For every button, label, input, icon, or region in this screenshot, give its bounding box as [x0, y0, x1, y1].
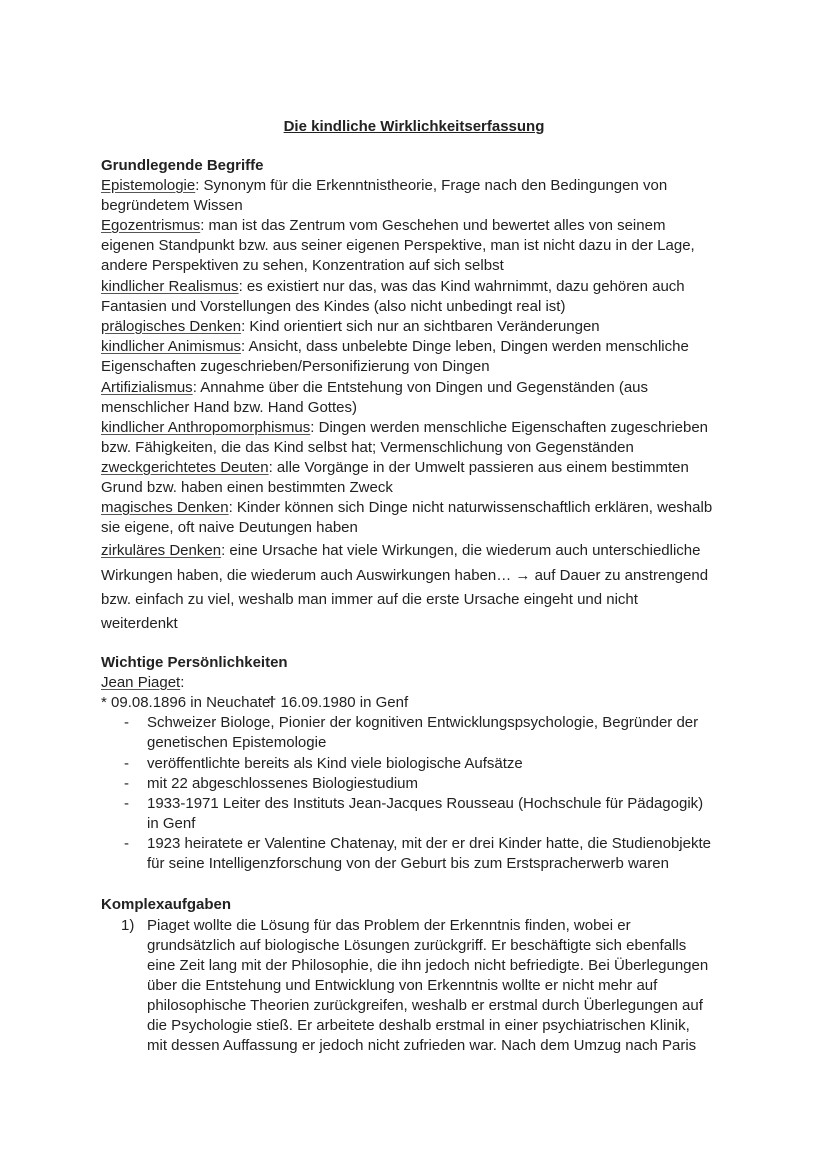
definition-text: : Ansicht, dass unbelebte Dinge leben, Dingen werden menschliche	[241, 338, 689, 355]
item-line: mit dessen Auffassung er jedoch nicht zufrieden war. Nach dem Umzug nach Paris	[147, 1037, 697, 1054]
bullet-marker: -	[124, 714, 129, 731]
definition-term: zweckgerichtetes Deuten	[101, 459, 269, 476]
bullet-marker: -	[124, 755, 129, 772]
definition-line	[101, 458, 689, 478]
person-name-line	[101, 673, 184, 693]
definition-line: Grund bzw. haben einen bestimmten Zweck	[101, 479, 393, 496]
person-name: Jean Piaget	[101, 674, 181, 691]
section-heading-komplexaufgaben: Komplexaufgaben	[101, 896, 232, 913]
definition-line: bzw. einfach zu viel, weshalb man immer auf die erste Ursache eingeht und nicht	[101, 591, 638, 608]
definition-line: andere Perspektiven zu sehen, Konzentration auf sich selbst	[101, 257, 504, 274]
definition-line	[101, 541, 700, 561]
bullet-line: für seine Intelligenzforschung von der Geburt bis zum Erstspracherwerb waren	[147, 855, 669, 872]
item-line: philosophische Theorien zurückgreifen, weshalb er erstmal durch Überlegungen auf	[147, 997, 703, 1014]
definition-line: Eigenschaften zugeschrieben/Personifizierung von Dingen	[101, 358, 490, 375]
definition-line	[101, 418, 708, 438]
definition-text: : es existiert nur das, was das Kind wahrnimmt, dazu gehören auch	[238, 278, 685, 295]
definition-line	[101, 498, 712, 518]
death-date: † 16.09.1980 in Genf	[268, 694, 409, 711]
definition-term: kindlicher Realismus	[101, 278, 239, 295]
definition-line: menschlicher Hand bzw. Hand Gottes)	[101, 399, 357, 416]
definition-line	[101, 378, 648, 398]
definition-text: : Synonym für die Erkenntnistheorie, Frage nach den Bedingungen von	[195, 177, 668, 194]
item-line: eine Zeit lang mit der Philosophie, die ihn jedoch nicht befriedigte. Bei Überlegungen	[147, 957, 709, 974]
bullet-marker: -	[124, 775, 129, 792]
item-line: Piaget wollte die Lösung für das Problem der Erkenntnis finden, wobei er	[147, 917, 631, 934]
item-line: grundsätzlich auf biologische Lösungen zurückgriff. Er beschäftigte sich ebenfalls	[147, 937, 687, 954]
definition-line: weiterdenkt	[101, 615, 178, 632]
definition-text: : alle Vorgänge in der Umwelt passieren aus einem bestimmten	[268, 459, 689, 476]
definition-line	[101, 277, 685, 297]
bullet-line: in Genf	[147, 815, 196, 832]
bullet-marker: -	[124, 835, 129, 852]
definition-line	[101, 317, 600, 337]
definition-line: Wirkungen haben, die wiederum auch Auswirkungen haben… → auf Dauer zu anstrengend	[101, 567, 709, 584]
definition-text: : Kind orientiert sich nur an sichtbaren Veränderungen	[241, 318, 600, 335]
bullet-marker: -	[124, 795, 129, 812]
definition-line: Fantasien und Vorstellungen des Kindes (also nicht unbedingt real ist)	[101, 298, 566, 315]
bullet-line: Schweizer Biologe, Pionier der kognitiven Entwicklungspsychologie, Begründer der	[147, 714, 699, 731]
bullet-line: 1923 heiratete er Valentine Chatenay, mit der er drei Kinder hatte, die Studienobjekte	[147, 835, 711, 852]
birth-date: * 09.08.1896 in Neuchatel	[101, 694, 274, 711]
definition-text: : eine Ursache hat viele Wirkungen, die wiederum auch unterschiedliche	[221, 542, 701, 559]
definition-text: : Dingen werden menschliche Eigenschaften zugeschrieben	[310, 419, 709, 436]
document-title: Die kindliche Wirklichkeitserfassung	[283, 118, 545, 135]
person-suffix: :	[180, 674, 185, 691]
definition-line	[101, 337, 689, 357]
definition-term: Epistemologie	[101, 177, 196, 194]
bullet-line: genetischen Epistemologie	[147, 734, 327, 751]
definition-term: prälogisches Denken	[101, 318, 242, 335]
section-heading-persoenlichkeiten: Wichtige Persönlichkeiten	[101, 654, 288, 671]
definition-line	[101, 216, 665, 236]
definition-text: : man ist das Zentrum vom Geschehen und bewertet alles von seinem	[200, 217, 666, 234]
definition-line	[101, 176, 667, 196]
definition-text: : Kinder können sich Dinge nicht naturwissenschaftlich erklären, weshalb	[228, 499, 713, 516]
definition-term: magisches Denken	[101, 499, 229, 516]
item-number: 1)	[121, 917, 135, 934]
bullet-line: mit 22 abgeschlossenes Biologiestudium	[147, 775, 418, 792]
definition-term: Egozentrismus	[101, 217, 201, 234]
definition-text: : Annahme über die Entstehung von Dingen und Gegenständen (aus	[192, 379, 649, 396]
item-line: die Psychologie stieß. Er arbeitete deshalb erstmal in einer psychiatrischen Klinik,	[147, 1017, 690, 1034]
item-line: über die Entstehung und Entwicklung von Erkenntnis wollte er nicht mehr auf	[147, 977, 658, 994]
definition-line: begründetem Wissen	[101, 197, 243, 214]
definition-line: eigenen Standpunkt bzw. aus seiner eigenen Perspektive, man ist nicht dazu in der Lage,	[101, 237, 695, 254]
definition-term: kindlicher Anthropomorphismus	[101, 419, 311, 436]
definition-line: sie eigene, oft naive Deutungen haben	[101, 519, 358, 536]
definition-line: bzw. Fähigkeiten, die das Kind selbst hat; Vermenschlichung von Gegenständen	[101, 439, 634, 456]
bullet-line: veröffentlichte bereits als Kind viele biologische Aufsätze	[147, 755, 523, 772]
bullet-line: 1933-1971 Leiter des Instituts Jean-Jacques Rousseau (Hochschule für Pädagogik)	[147, 795, 704, 812]
definition-term: Artifizialismus	[101, 379, 193, 396]
section-heading-grundbegriffe: Grundlegende Begriffe	[101, 157, 264, 174]
definition-term: zirkuläres Denken	[101, 542, 222, 559]
definition-term: kindlicher Animismus	[101, 338, 242, 355]
